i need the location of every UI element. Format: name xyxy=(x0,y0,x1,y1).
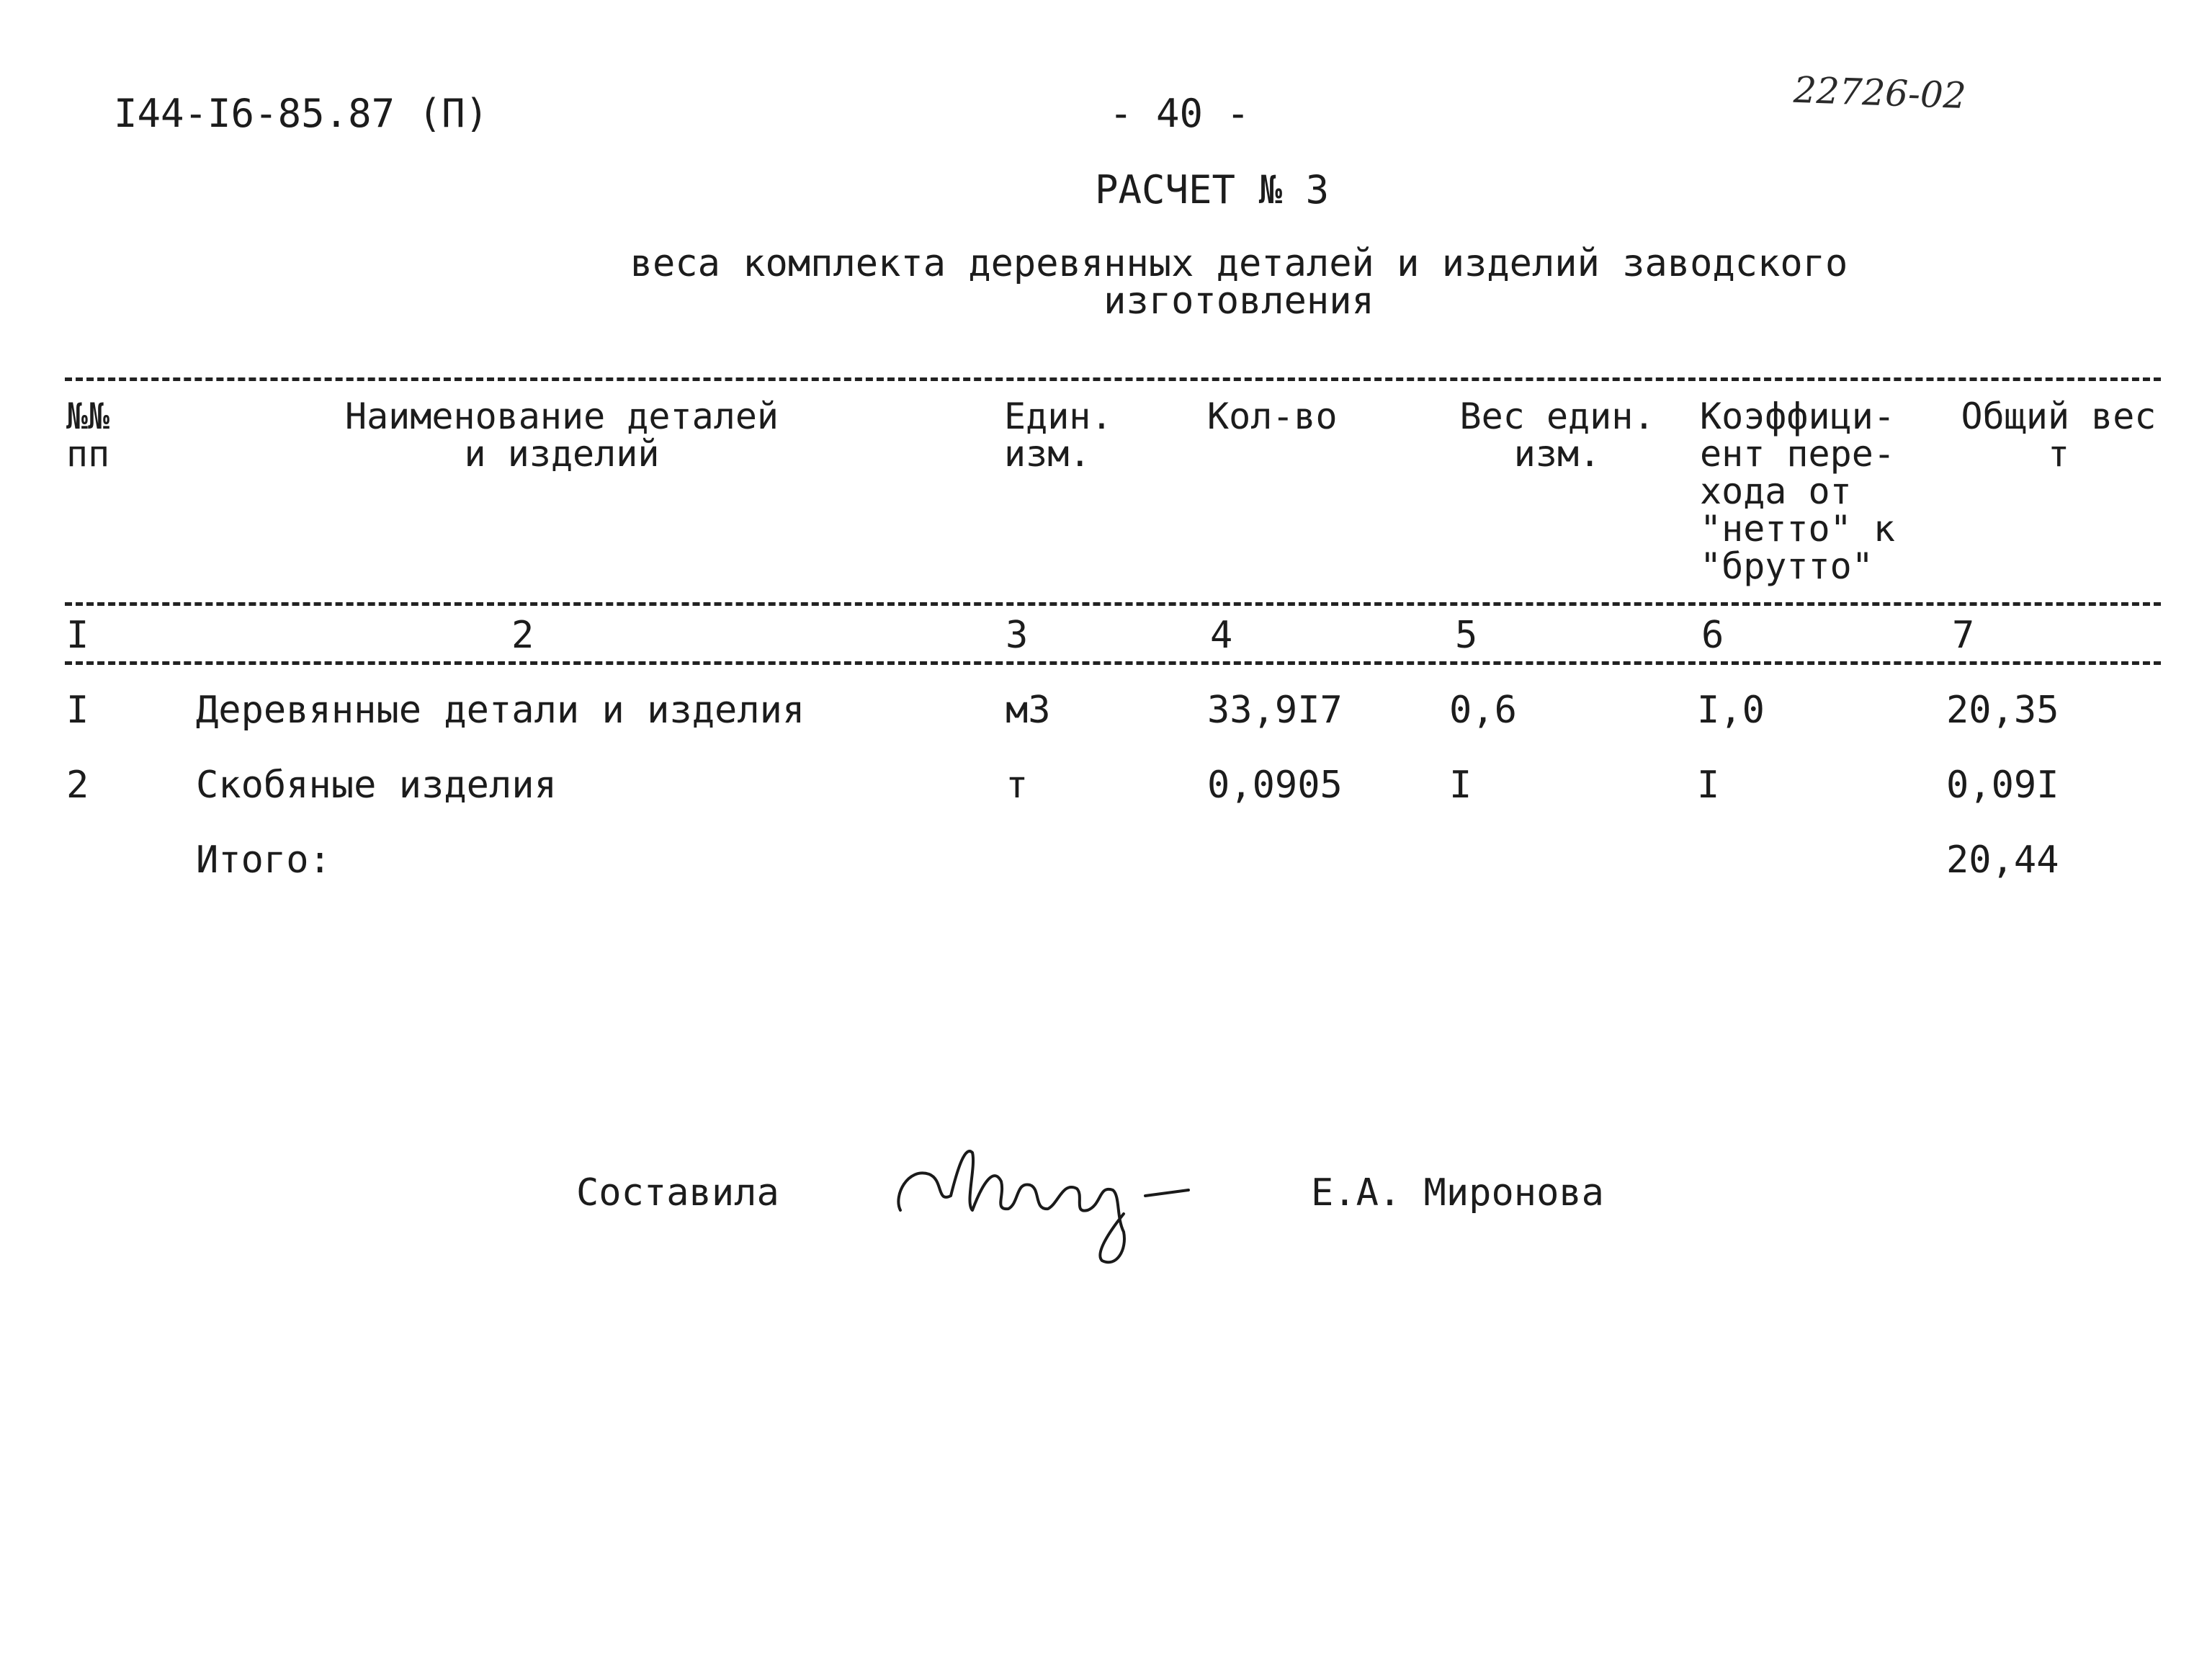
column-number-7: 7 xyxy=(1952,614,1975,657)
header-cell-unit-weight: Вес един. изм. xyxy=(1459,395,1655,475)
handwritten-archive-number: 22726-02 xyxy=(1793,68,1967,117)
header-cell-unit: Един. изм. xyxy=(1004,395,1113,475)
column-numbers-rule xyxy=(65,661,2161,665)
column-number-4: 4 xyxy=(1210,614,1233,657)
row-coefficient: I,0 xyxy=(1697,689,1765,732)
column-number-5: 5 xyxy=(1455,614,1478,657)
row-number: 2 xyxy=(66,764,89,807)
row-number: I xyxy=(66,689,89,732)
header-cell-total-weight: Общий вес т xyxy=(1961,395,2157,475)
row-name: Скобяные изделия xyxy=(196,764,557,807)
column-number-2: 2 xyxy=(511,614,534,657)
column-number-1: I xyxy=(66,614,89,657)
row-coefficient: I xyxy=(1697,764,1720,807)
row-total-weight: 0,09I xyxy=(1946,764,2059,807)
row-unit: м3 xyxy=(1006,689,1051,732)
page-title: РАСЧЕТ № 3 xyxy=(1095,167,1330,213)
header-bottom-rule xyxy=(65,602,2161,606)
row-unit-weight: I xyxy=(1449,764,1472,807)
total-label: Итого: xyxy=(196,839,331,882)
page-number: - 40 - xyxy=(1109,91,1250,136)
column-number-3: 3 xyxy=(1006,614,1029,657)
header-cell-number: №№ пп xyxy=(66,395,110,475)
row-total-weight: 20,35 xyxy=(1946,689,2059,732)
row-unit-weight: 0,6 xyxy=(1449,689,1517,732)
row-name: Деревянные детали и изделия xyxy=(196,689,805,732)
header-cell-name: Наименование деталей и изделий xyxy=(344,395,779,475)
compiled-by-label: Составила xyxy=(576,1171,779,1215)
row-unit: т xyxy=(1006,764,1029,807)
row-quantity: 33,9I7 xyxy=(1207,689,1343,732)
document-code: I44-I6-85.87 (П) xyxy=(114,91,489,136)
row-quantity: 0,0905 xyxy=(1207,764,1343,807)
header-cell-coefficient: Коэффици- ент пере- хода от "нетто" к "брутто" xyxy=(1700,395,1895,587)
page-subtitle: веса комплекта деревянных деталей и изделий заводского изготовления xyxy=(630,242,1848,323)
header-cell-quantity: Кол-во xyxy=(1207,395,1338,437)
table-top-rule xyxy=(65,377,2161,381)
column-number-6: 6 xyxy=(1701,614,1724,657)
total-value: 20,44 xyxy=(1946,839,2059,882)
compiled-by-name: Е.А. Миронова xyxy=(1311,1171,1604,1215)
handwritten-signature xyxy=(886,1124,1217,1282)
